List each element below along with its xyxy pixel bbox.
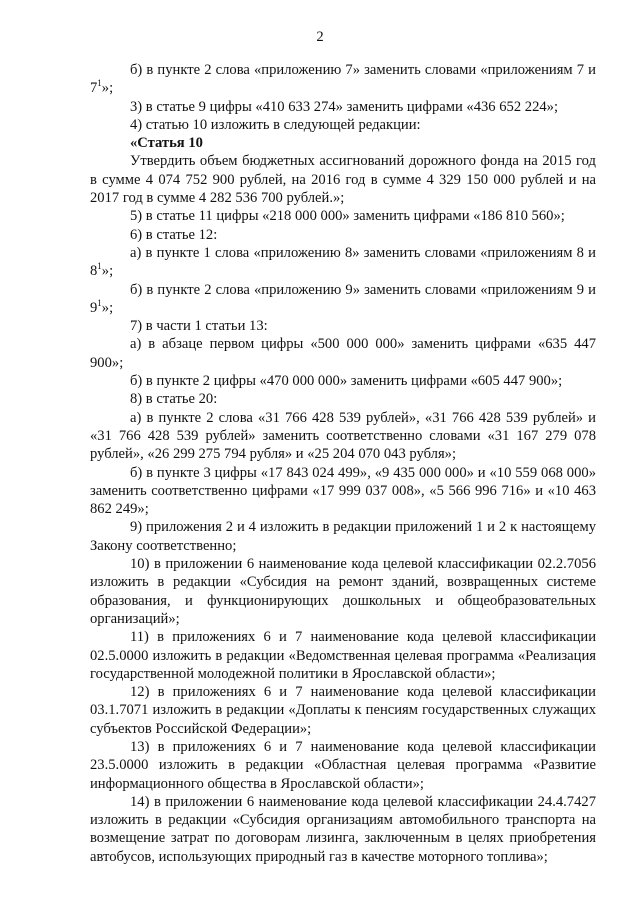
paragraph-8: а) в пункте 1 слова «приложению 8» заменить словами «приложениям 8 и $8^1$»; — [90, 244, 596, 280]
article-heading: «Статья 10 — [130, 135, 203, 152]
paragraph-14: а) в пункте 2 слова «31 766 428 539 рублей», «31 766 428 539 рублей» и «31 766 428 539 рублей» заменить соответственно словами «31 167 279 078 рублей», «26 299 275 794 рубля» и «25 204 070 043 рубля»; — [90, 409, 596, 463]
paragraph-15: б) в пункте 3 цифры «17 843 024 499», «9 435 000 000» и «10 559 068 000» заменить соответственно цифрами «17 999 037 008», «5 566 996 716» и «10 463 862 249»; — [90, 464, 596, 518]
paragraph-1: б) в пункте 2 слова «приложению 7» заменить словами «приложениям 7 и $7^1$»; — [90, 62, 596, 97]
paragraph-21: 14) в приложении 6 наименование кода целевой классификации 24.4.7427 изложить в редакции «Субсидия организациям автомобильного транспорта на возмещение затрат по договорам лизинга, заключенным в целях приобретения автобусов, использующих природный газ в качестве моторного топлива»; — [90, 793, 596, 865]
paragraph-20: 13) в приложениях 6 и 7 наименование кода целевой классификации 23.5.0000 изложить в редакции «Областная целевая программа «Развитие информационного общества в Ярославской области»; — [90, 738, 596, 792]
paragraph-17: 10) в приложении 6 наименование кода целевой классификации 02.2.7056 изложить в редакции «Субсидия на ремонт зданий, возвращенных системе образования, и функционирующих дошкольных и общеобразовательных организаций»; — [90, 556, 596, 627]
paragraph-18: 11) в приложениях 6 и 7 наименование кода целевой классификации 02.5.0000 изложить в редакции «Ведомственная целевая программа «Реализация государственной молодежной политики в Ярославской области»; — [90, 629, 596, 682]
paragraph-11: а) в абзаце первом цифры «500 000 000» заменить цифрами «635 447 900»; — [90, 336, 596, 371]
paragraph-7: 6) в статье 12: — [130, 226, 218, 243]
paragraph-2: 3) в статье 9 цифры «410 633 274» заменить цифрами «436 652 224»; — [130, 98, 559, 115]
paragraph-9: б) в пункте 2 слова «приложению 9» заменить словами «приложениям 9 и $9^1$»; — [90, 281, 596, 316]
paragraph-5: Утвердить объем бюджетных ассигнований дорожного фонда на 2015 год в сумме 4 074 752 900 рублей, на 2016 год в сумме 4 329 150 000 рублей и на 2017 год в сумме 4 282 536 700 рублей.»; — [90, 153, 596, 207]
paragraph-16: 9) приложения 2 и 4 изложить в редакции приложений 1 и 2 к настоящему Закону соответственно; — [90, 519, 596, 554]
document-body — [90, 61, 596, 866]
paragraph-3: 4) статью 10 изложить в следующей редакции: — [130, 116, 421, 133]
paragraph-12: б) в пункте 2 цифры «470 000 000» заменить цифрами «605 447 900»; — [130, 373, 563, 390]
paragraph-6: 5) в статье 11 цифры «218 000 000» заменить цифрами «186 810 560»; — [130, 208, 565, 225]
paragraph-10: 7) в части 1 статьи 13: — [130, 318, 268, 335]
paragraph-13: 8) в статье 20: — [130, 391, 218, 408]
paragraph-19: 12) в приложениях 6 и 7 наименование кода целевой классификации 03.1.7071 изложить в редакции «Доплаты к пенсиям государственных служащих субъектов Российской Федерации»; — [90, 684, 596, 737]
page-number: 2 — [316, 29, 324, 45]
